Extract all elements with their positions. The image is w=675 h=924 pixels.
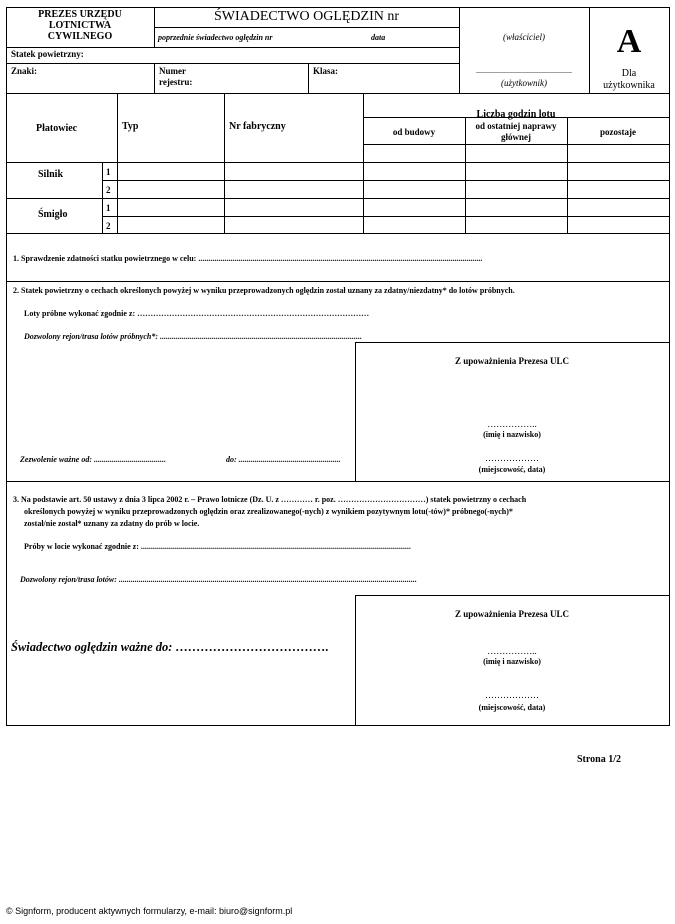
section2-permit-to[interactable]: do: ...................................................	[226, 455, 341, 464]
authority-name	[14, 9, 146, 42]
since-overhaul-line-1: od ostatniej naprawy	[475, 121, 557, 131]
propeller-label: Śmigło	[38, 209, 68, 220]
class-label[interactable]: Klasa:	[313, 66, 339, 76]
since-overhaul-line-2: głównej	[501, 132, 531, 142]
engine-label: Silnik	[38, 169, 64, 180]
serial-header: Nr fabryczny	[229, 121, 286, 132]
page-number: Strona 1/2	[577, 754, 621, 765]
marks-label[interactable]: Znaki:	[11, 66, 38, 76]
section3-signature-dots[interactable]: ……………..	[487, 646, 537, 656]
since-build-header: od budowy	[392, 127, 436, 137]
authority-line-2: LOTNICTWA	[48, 20, 112, 31]
section3-line-3: został/nie został* uznany za zdatny do prób w locie.	[24, 519, 200, 528]
section2-name-label: (imię i nazwisko)	[483, 430, 541, 439]
section2-area[interactable]: Dozwolony rejon/trasa lotów próbnych*: .....................................................................................................	[24, 332, 363, 341]
section2-authorized: Z upoważnienia Prezesa ULC	[454, 356, 570, 366]
section2-permit-from[interactable]: Zezwolenie ważne od: ....................................	[20, 455, 166, 464]
producer-footer: © Signform, producent aktywnych formularzy, e-mail: biuro@signform.pl	[6, 906, 293, 916]
engine-row-2-number: 2	[106, 185, 111, 195]
section2-statement: 2. Statek powietrzny o cechach określonych powyżej w wyniku przeprowadzonych oględzin został uznany za zdatny/niezdatny* do lotów próbnych.	[13, 286, 515, 295]
section3-line-1: 3. Na podstawie art. 50 ustawy z dnia 3 lipca 2002 r. – Prawo lotnicze (Dz. U. z ………… r. poz. ……………………………) statek powietrzny o cechach	[13, 495, 527, 504]
owner-label[interactable]: (właściciel)	[503, 32, 545, 42]
authority-line-1: PREZES URZĘDU	[38, 9, 122, 20]
previous-certificate-label[interactable]: poprzednie świadectwo oględzin nr	[158, 33, 273, 42]
section3-line-2: określonych powyżej w wyniku przeprowadzonych oględzin oraz zrealizowanego(-nych) z wynikiem pozytywnym lotu(-tów)* próbnego(-nych)*	[24, 507, 513, 516]
copy-for-user	[589, 68, 669, 92]
copy-for-line-2: użytkownika	[603, 80, 655, 91]
propeller-row-1-number: 1	[106, 203, 111, 213]
authority-line-3: CYWILNEGO	[47, 31, 113, 42]
flight-hours-header: Liczba godzin lotu	[476, 109, 556, 120]
section2-signature-dots[interactable]: ……………..	[487, 419, 537, 429]
section2-test-flights[interactable]: Loty próbne wykonać zgodnie z: ……………………………………………………………………………	[24, 309, 370, 318]
engine-row-1-number: 1	[106, 167, 111, 177]
propeller-row-2-number: 2	[106, 221, 111, 231]
section3-area[interactable]: Dozwolony rejon/trasa lotów: .....................................................................................................................................................	[20, 575, 417, 584]
registry-label-line-1: Numer	[159, 66, 186, 76]
aircraft-label[interactable]: Statek powietrzny:	[11, 49, 84, 59]
section3-name-label: (imię i nazwisko)	[483, 657, 541, 666]
copy-for-line-1: Dla	[621, 68, 637, 79]
since-overhaul-header	[465, 121, 567, 143]
registry-label-line-2: rejestru:	[159, 77, 193, 87]
remaining-header: pozostaje	[600, 127, 636, 137]
section2-place-label: (miejscowość, data)	[478, 465, 546, 474]
section1-purpose[interactable]: 1. Sprawdzenie zdatności statku powietrznego w celu: ..............................................................................................................................................	[13, 254, 483, 263]
certificate-title: ŚWIADECTWO OGLĘDZIN nr	[213, 9, 400, 24]
section2-place-dots[interactable]: ………………	[485, 453, 539, 463]
airframe-header: Płatowiec	[36, 123, 78, 134]
user-dots[interactable]: ................................................	[476, 66, 572, 75]
registry-label[interactable]	[159, 66, 192, 88]
user-label: (użytkownik)	[501, 78, 547, 88]
section3-place-dots[interactable]: ………………	[485, 690, 539, 700]
section3-trials[interactable]: Próby w locie wykonać zgodnie z: .......................................................................................................................................	[24, 542, 411, 551]
section3-valid-until[interactable]: Świadectwo oględzin ważne do: ……………………………….	[11, 640, 329, 654]
type-header: Typ	[122, 121, 139, 132]
copy-letter: A	[616, 23, 642, 60]
section3-place-label: (miejscowość, data)	[478, 703, 546, 712]
section3-authorized: Z upoważnienia Prezesa ULC	[454, 609, 570, 619]
date-label[interactable]: data	[371, 33, 386, 42]
